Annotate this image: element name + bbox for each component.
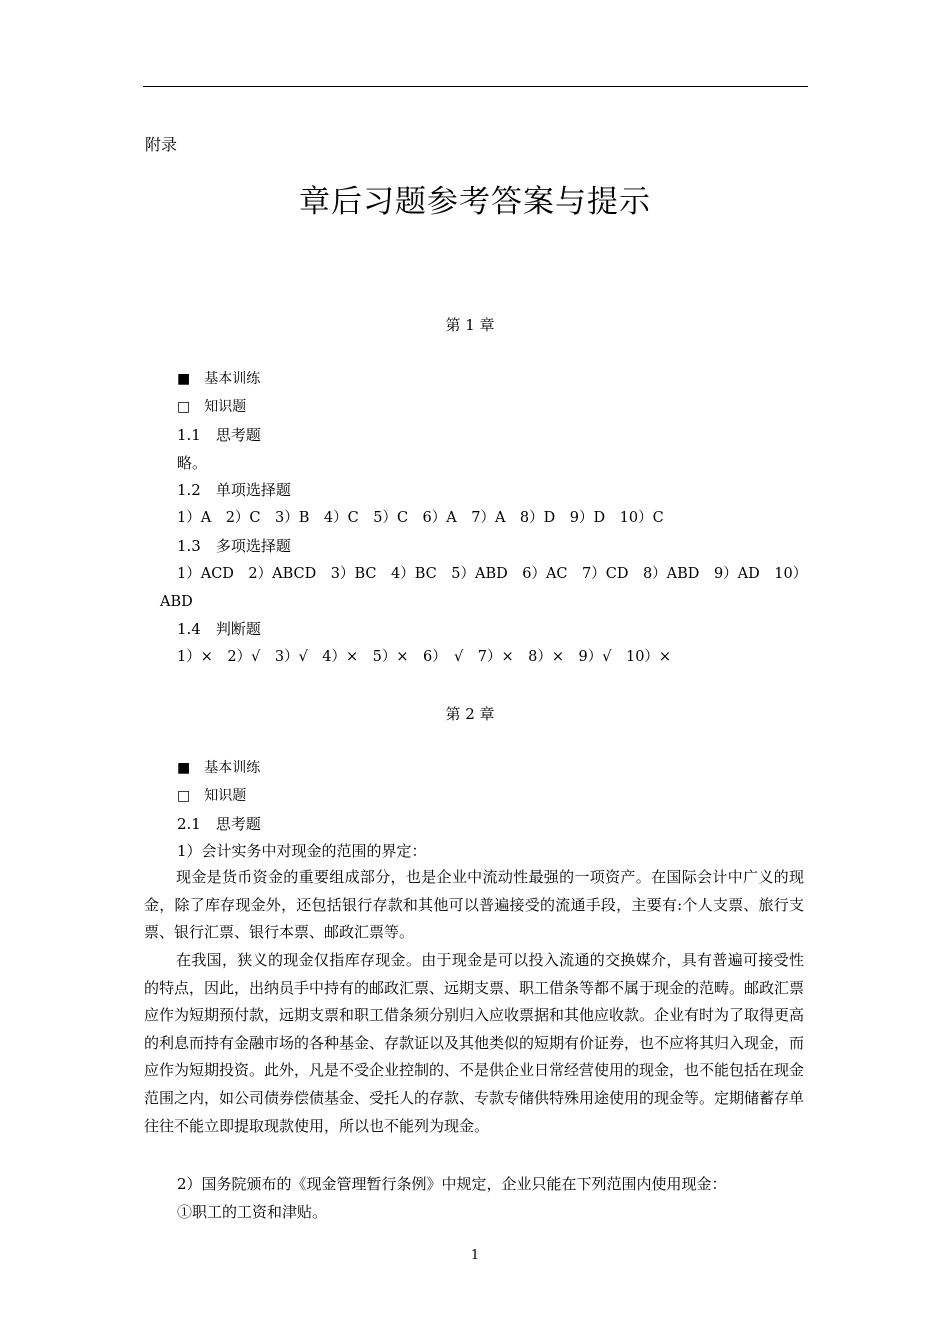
appendix-label: 附录 (145, 135, 178, 154)
page-number: 1 (470, 1248, 480, 1263)
ch1-basic-training: ■ 基本训练 (177, 371, 261, 387)
ch1-q1-3-answers: 1）ACD 2）ABCD 3）BC 4）BC 5）ABD 6）AC 7）CD 8）ABD 9）AD 10） (177, 566, 808, 582)
ch1-q1-4-answers: 1）× 2）√ 3）√ 4）× 5）× 6） √ 7）× 8）× 9）√ 10）× (177, 649, 672, 665)
ch1-q1-2-title: 1.2 单项选择题 (177, 481, 291, 499)
ch1-q1-1-title: 1.1 思考题 (177, 426, 261, 444)
ch1-q1-1-answer: 略。 (177, 454, 208, 472)
ch2-knowledge-questions: □ 知识题 (177, 788, 247, 804)
ch1-q1-3-title: 1.3 多项选择题 (177, 537, 291, 555)
ch2-item1-title: 1）会计实务中对现金的范围的界定： (177, 842, 427, 860)
ch1-knowledge-questions: □ 知识题 (177, 399, 247, 415)
ch2-item2-sub1: ①职工的工资和津贴。 (177, 1203, 328, 1221)
ch1-q1-3-answers-cont: ABD (160, 594, 193, 610)
ch1-q1-2-answers: 1）A 2）C 3）B 4）C 5）C 6）A 7）A 8）D 9）D 10）C (177, 510, 664, 526)
ch2-item2-title: 2）国务院颁布的《现金管理暂行条例》中规定，企业只能在下列范围内使用现金： (177, 1175, 727, 1193)
ch2-basic-training: ■ 基本训练 (177, 760, 261, 776)
chapter-1-heading: 第 1 章 (445, 316, 495, 334)
header-rule (143, 86, 808, 87)
page-title: 章后习题参考答案与提示 (299, 184, 651, 220)
ch1-q1-4-title: 1.4 判断题 (177, 620, 261, 638)
ch2-paragraph-2: 在我国，狭义的现金仅指库存现金。由于现金是可以投入流通的交换媒介，具有普遍可接受性的特点，因此，出纳员手中持有的邮政汇票、远期支票、职工借条等都不属于现金的范畴。邮政汇票应作为短期预付款，远期支票和职工借条须分别归入应收票据和其他应收款。企业有时为了取得更高的利息而持有金融市场的各种基金、存款证以及其他类似的短期有价证券，也不应将其归入现金，而应作为短期投资。此外，凡是不受企业控制的、不是供企业日常经营使用的现金，也不能包括在现金范围之内，如公司债券偿债基金、受托人的存款、专款专储供特殊用途使用的现金等。定期储蓄存单往往不能立即提取现款使用，所以也不能列为现金。 (144, 951, 805, 1135)
ch2-q2-1-title: 2.1 思考题 (177, 815, 261, 833)
chapter-2-heading: 第 2 章 (445, 705, 495, 723)
ch2-paragraph-1: 现金是货币资金的重要组成部分，也是企业中流动性最强的一项资产。在国际会计中广义的现金，除了库存现金外，还包括银行存款和其他可以普遍接受的流通手段，主要有:个人支票、旅行支票、银行汇票、银行本票、邮政汇票等。 (144, 868, 804, 942)
